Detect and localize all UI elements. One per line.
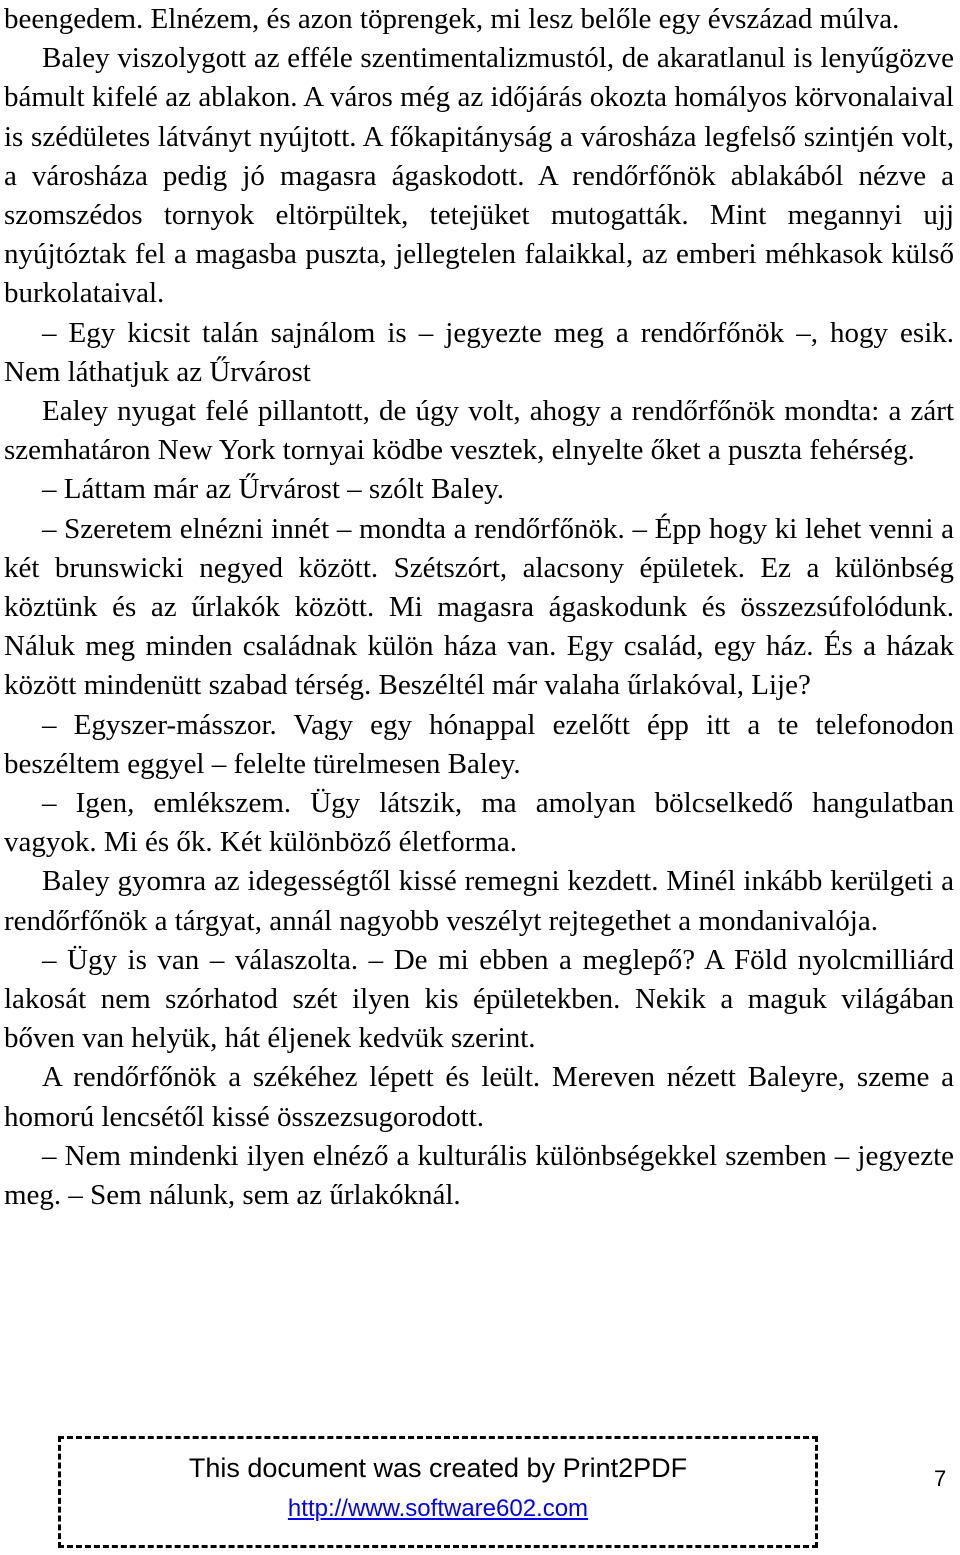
paragraph: Ealey nyugat felé pillantott, de úgy volt, ahogy a rendőrfőnök mondta: a zárt szemhatáron New York tornyai ködbe vesztek, elnyelte őket a puszta fehérség. <box>4 395 954 467</box>
page-number: 7 <box>934 1466 947 1491</box>
paragraph: – Láttam már az Űrvárost – szólt Baley. <box>42 473 504 506</box>
paragraph: – Ügy is van – válaszolta. – De mi ebben a meglepő? A Föld nyolcmilliárd lakosát nem szórhatod szét ilyen kis épületekben. Nekik a maguk világában bőven van helyük, hát éljenek kedvük szerint. <box>4 943 954 1055</box>
paragraph: A rendőrfőnök a székéhez lépett és leült. Mereven nézett Baleyre, szeme a homorú lencsétől kissé összezsugorodott. <box>4 1061 954 1133</box>
paragraph: Baley gyomra az idegességtől kissé remegni kezdett. Minél inkább kerülgeti a rendőrfőnök a tárgyat, annál nagyobb veszélyt rejtegethet a mondanivalója. <box>4 865 954 937</box>
paragraph: Baley viszolygott az efféle szentimentalizmustól, de akaratlanul is lenyűgözve bámult kifelé az ablakon. A város még az időjárás okozta homályos körvonalaival is szédületes látványt nyújtott. A főkapitányság a városháza legfelső szintjén volt, a városháza pedig jó magasra ágaskodott. A rendőrfőnök ablakából nézve a szomszédos tornyok eltörpültek, tetejüket mutogatták. Mint megannyi ujj nyújtóztak fel a magasba puszta, jellegtelen falaikkal, az emberi méhkasok külső burkolataival. <box>4 42 954 310</box>
print2pdf-footer-box <box>58 1436 818 1548</box>
footer-created-by-text: This document was created by Print2PDF <box>188 1453 688 1483</box>
paragraph: – Igen, emlékszem. Ügy látszik, ma amolyan bölcselkedő hangulatban vagyok. Mi és ők. Két különböző életforma. <box>4 787 954 859</box>
software602-link[interactable]: http://www.software602.com <box>287 1495 589 1522</box>
body-text <box>4 0 954 1215</box>
paragraph: beengedem. Elnézem, és azon töprengek, mi lesz belőle egy évszázad múlva. <box>4 3 900 35</box>
paragraph: – Egyszer-másszor. Vagy egy hónappal ezelőtt épp itt a te telefonodon beszéltem eggyel – felelte türelmesen Baley. <box>4 708 954 780</box>
paragraph: – Szeretem elnézni innét – mondta a rendőrfőnök. – Épp hogy ki lehet venni a két brunswicki negyed között. Szétszórt, alacsony épületek. Ez a különbség köztünk és az űrlakók között. Mi magasra ágaskodunk és összezsúfolódunk. Náluk meg minden családnak külön háza van. Egy család, egy ház. És a házak között mindenütt szabad térség. Beszéltél már valaha űrlakóval, Lije? <box>4 512 954 702</box>
paragraph: – Nem mindenki ilyen elnéző a kulturális különbségekkel szemben – jegyezte meg. – Sem nálunk, sem az űrlakóknál. <box>4 1139 954 1212</box>
paragraph: – Egy kicsit talán sajnálom is – jegyezte meg a rendőrfőnök –, hogy esik. Nem láthatjuk az Űrvárost <box>4 316 954 388</box>
